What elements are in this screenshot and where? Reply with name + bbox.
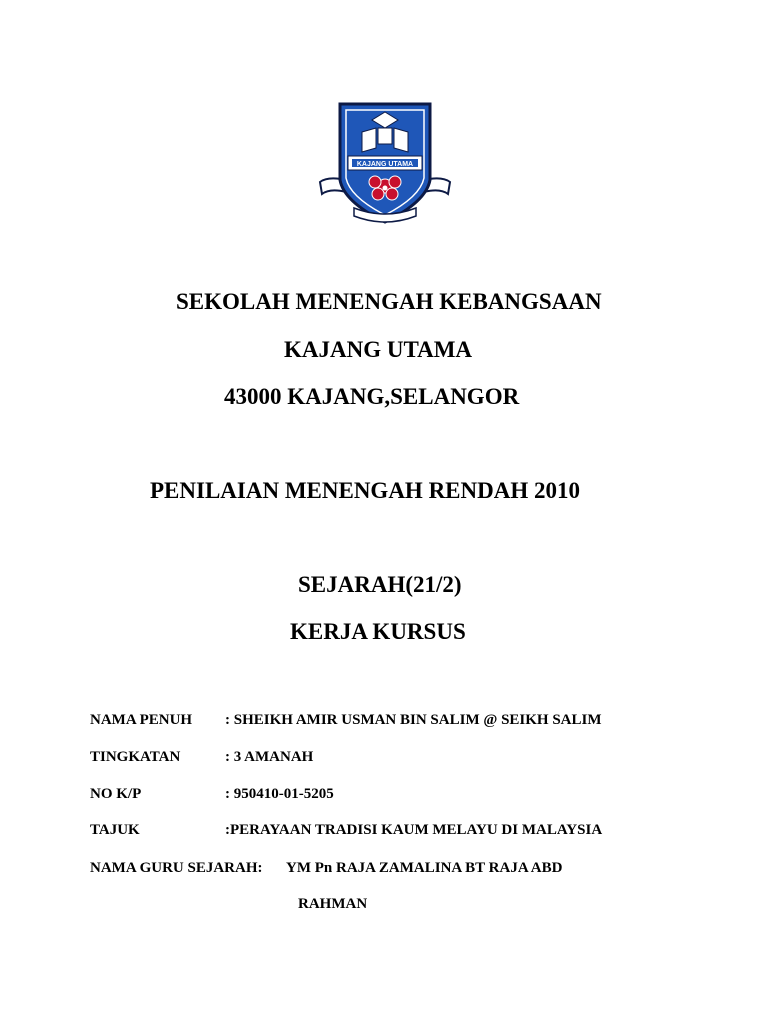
school-crest-icon (318, 98, 452, 230)
detail-value: : SHEIKH AMIR USMAN BIN SALIM @ SEIKH SALIM (225, 712, 602, 728)
detail-value: : 3 AMANAH (225, 749, 314, 765)
detail-row-no-kp (90, 787, 690, 805)
detail-value-continued: RAHMAN (298, 896, 368, 912)
detail-label: NAMA PENUH (90, 712, 193, 728)
school-branch: KAJANG UTAMA (284, 337, 473, 362)
crest-ribbon-text: KAJANG UTAMA (356, 161, 414, 168)
detail-row-guru (90, 861, 690, 879)
detail-label: NAMA GURU SEJARAH: (90, 860, 263, 876)
detail-row-guru-continued (298, 897, 498, 915)
detail-row-nama-penuh (90, 713, 690, 731)
detail-value: :PERAYAAN TRADISI KAUM MELAYU DI MALAYSIA (225, 822, 603, 838)
detail-label: TAJUK (90, 822, 140, 838)
subject-code: SEJARAH(21/2) (298, 572, 462, 597)
detail-value: : 950410-01-5205 (225, 786, 334, 802)
detail-row-tingkatan (90, 750, 690, 768)
assessment-title: PENILAIAN MENENGAH RENDAH 2010 (150, 478, 580, 503)
detail-row-tajuk (90, 823, 690, 841)
coursework-label: KERJA KURSUS (290, 619, 466, 644)
detail-label: TINGKATAN (90, 749, 181, 765)
school-address: 43000 KAJANG,SELANGOR (224, 384, 520, 409)
school-name: SEKOLAH MENENGAH KEBANGSAAN (176, 289, 602, 314)
detail-value: YM Pn RAJA ZAMALINA BT RAJA ABD (286, 860, 563, 876)
detail-label: NO K/P (90, 786, 142, 802)
